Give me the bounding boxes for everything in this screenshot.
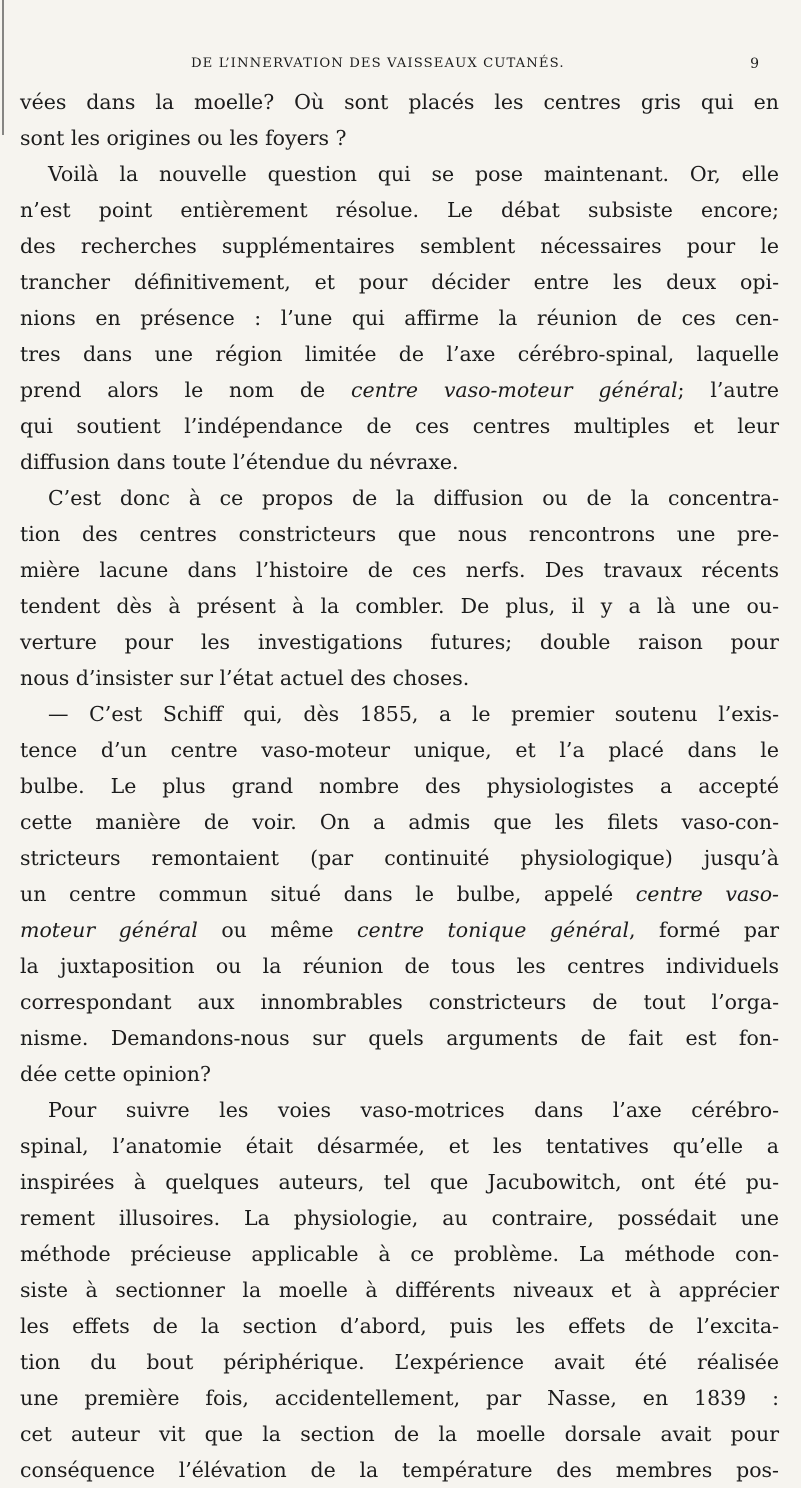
- text-line-35: les effets de la section d’abord, puis les effets de l’excita-: [20, 1314, 779, 1338]
- text-line-16: verture pour les investigations futures; double raison pour: [20, 630, 779, 654]
- text-line-15: tendent dès à présent à la combler. De plus, il y a là une ou-: [20, 594, 779, 618]
- text-line-10: qui soutient l’indépendance de ces centres multiples et leur: [20, 414, 779, 438]
- text-line-2: sont les origines ou les foyers ?: [20, 126, 347, 150]
- running-title: DE L’INNERVATION DES VAISSEAUX CUTANÉS.: [191, 56, 565, 71]
- text-line-20: bulbe. Le plus grand nombre des physiologistes a accepté: [20, 774, 779, 798]
- text-line-39: conséquence l’élévation de la température des membres pos-: [20, 1458, 779, 1482]
- text-line-34: siste à sectionner la moelle à différents niveaux et à apprécier: [20, 1278, 779, 1302]
- text-line-31: inspirées à quelques auteurs, tel que Jacubowitch, ont été pu-: [20, 1170, 779, 1194]
- italic-term: centre tonique général: [357, 918, 630, 942]
- text-line-38: cet auteur vit que la section de la moelle dorsale avait pour: [20, 1422, 779, 1446]
- text-line-33: méthode précieuse applicable à ce problème. La méthode con-: [20, 1242, 779, 1266]
- italic-term: centre vaso-: [635, 882, 779, 906]
- text-line-25: la juxtaposition ou la réunion de tous les centres individuels: [20, 954, 779, 978]
- italic-term: centre vaso-moteur général: [350, 378, 678, 402]
- text-line-32: rement illusoires. La physiologie, au contraire, possédait une: [20, 1206, 779, 1230]
- text-line-17: nous d’insister sur l’état actuel des choses.: [20, 666, 470, 690]
- text-fragment: ; l’autre: [677, 378, 779, 402]
- text-line-6: trancher définitivement, et pour décider entre les deux opi-: [20, 270, 779, 294]
- text-fragment: un centre commun situé dans le bulbe, appelé: [20, 882, 636, 906]
- text-line-14: mière lacune dans l’histoire de ces nerfs. Des travaux récents: [20, 558, 779, 582]
- text-line-19: tence d’un centre vaso-moteur unique, et l’a placé dans le: [20, 738, 779, 762]
- text-line-37: une première fois, accidentellement, par Nasse, en 1839 :: [20, 1386, 779, 1410]
- text-line-22: stricteurs remontaient (par continuité physiologique) jusqu’à: [20, 846, 779, 870]
- page-number: 9: [750, 56, 759, 72]
- page-body: [20, 84, 779, 1488]
- text-line-11: diffusion dans toute l’étendue du névraxe.: [20, 450, 459, 474]
- text-line-1: vées dans la moelle? Où sont placés les centres gris qui en: [20, 90, 779, 114]
- text-line-21: cette manière de voir. On a admis que les filets vaso-con-: [20, 810, 779, 834]
- text-line-13: tion des centres constricteurs que nous rencontrons une pre-: [20, 522, 779, 546]
- text-line-30: spinal, l’anatomie était désarmée, et les tentatives qu’elle a: [20, 1134, 779, 1158]
- text-line-5: des recherches supplémentaires semblent nécessaires pour le: [20, 234, 779, 258]
- text-line-12: C’est donc à ce propos de la diffusion ou de la concentra-: [48, 486, 779, 510]
- text-line-4: n’est point entièrement résolue. Le débat subsiste encore;: [20, 198, 779, 222]
- text-fragment: ou même: [197, 918, 358, 942]
- text-line-26: correspondant aux innombrables constricteurs de tout l’orga-: [20, 990, 779, 1014]
- text-line-7: nions en présence : l’une qui affirme la réunion de ces cen-: [20, 306, 779, 330]
- text-line-3: Voilà la nouvelle question qui se pose maintenant. Or, elle: [48, 162, 779, 186]
- text-line-24: [20, 912, 779, 948]
- running-header: [116, 56, 777, 78]
- text-line-28: dée cette opinion?: [20, 1062, 211, 1086]
- text-line-29: Pour suivre les voies vaso-motrices dans l’axe cérébro-: [48, 1098, 779, 1122]
- text-fragment: prend alors le nom de: [20, 378, 351, 402]
- text-line-23: [20, 876, 779, 912]
- italic-term: moteur général: [20, 918, 198, 942]
- text-line-27: nisme. Demandons-nous sur quels arguments de fait est fon-: [20, 1026, 779, 1050]
- text-line-18: — C’est Schiff qui, dès 1855, a le premier soutenu l’exis-: [48, 702, 779, 726]
- page-edge-mark: [2, 0, 4, 135]
- text-fragment: , formé par: [629, 918, 779, 942]
- text-line-9: [20, 372, 779, 408]
- text-line-36: tion du bout périphérique. L’expérience avait été réalisée: [20, 1350, 779, 1374]
- text-line-8: tres dans une région limitée de l’axe cérébro-spinal, laquelle: [20, 342, 779, 366]
